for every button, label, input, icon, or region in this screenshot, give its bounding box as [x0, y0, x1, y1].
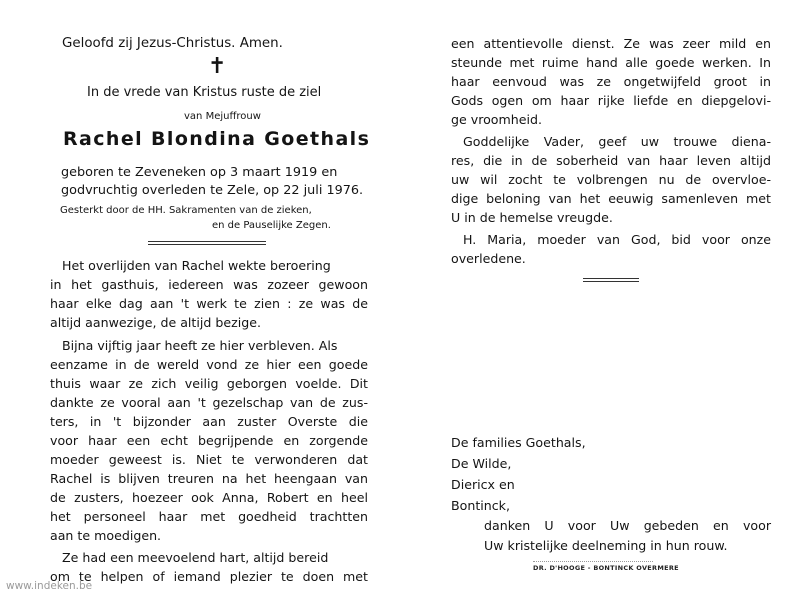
thanks-line: Uw kristelijke deelneming in hun rouw.: [484, 538, 728, 553]
printer-imprint: DR. D'HOOGE - BONTINCK OVERMERE: [533, 564, 679, 572]
divider: [583, 281, 639, 282]
body-line: moeder geweest is. Niet te verwonderen dat: [50, 452, 368, 467]
body-line: het personeel haar met goedheid trachtten: [50, 509, 368, 524]
body-line: haar eenvoud was ze ongetwijfeld groot in: [451, 74, 771, 89]
invocation: Geloofd zij Jezus-Christus. Amen.: [62, 36, 283, 51]
body-line: eenzame in de wereld vond ze hier een goede: [50, 357, 368, 372]
family-line: Diericx en: [451, 477, 515, 492]
body-line: Bijna vijftig jaar heeft ze hier verbleven. Als: [62, 338, 338, 353]
family-line: De families Goethals,: [451, 435, 586, 450]
body-line: Ze had een meevoelend hart, altijd bereid: [62, 550, 329, 565]
body-line: in het gasthuis, iedereen was zozeer gewoon: [50, 277, 368, 292]
printer-rule: [533, 561, 653, 562]
sacraments-line: en de Pauselijke Zegen.: [212, 220, 331, 231]
body-line: aan te moedigen.: [50, 528, 162, 543]
deceased-name: Rachel Blondina Goethals: [63, 128, 371, 150]
watermark: www.indeken.be: [6, 580, 93, 592]
cross-icon: ✝: [208, 54, 227, 79]
body-line: altijd aanwezige, de altijd bezige.: [50, 315, 261, 330]
rest-line: In de vrede van Kristus ruste de ziel: [87, 85, 322, 100]
body-line: ge vroomheid.: [451, 112, 543, 127]
body-line: om te helpen of iemand plezier te doen met: [50, 569, 368, 584]
divider: [583, 278, 639, 279]
body-line: dige beloning van het eeuwig samenleven met: [451, 191, 771, 206]
body-line: Gods ogen om haar rijke liefde en diepgelovi-: [451, 93, 771, 108]
body-line: H. Maria, moeder van God, bid voor onze: [463, 232, 771, 247]
body-line: dankte ze vooral aan 't gezelschap van de zus-: [50, 395, 368, 410]
birth-line: geboren te Zeveneken op 3 maart 1919 en: [61, 165, 338, 180]
body-line: Goddelijke Vader, geef uw trouwe diena-: [463, 134, 771, 149]
body-line: uw wil zocht te volbrengen nu de overvloe-: [451, 172, 771, 187]
title-prefix: van Mejuffrouw: [184, 111, 261, 122]
thanks-line: danken U voor Uw gebeden en voor: [484, 518, 771, 533]
body-line: overledene.: [451, 251, 526, 266]
body-line: U in de hemelse vreugde.: [451, 210, 613, 225]
body-line: de zusters, hoezeer ook Anna, Robert en heel: [50, 490, 368, 505]
sacraments-line: Gesterkt door de HH. Sakramenten van de zieken,: [60, 205, 312, 216]
death-line: godvruchtig overleden te Zele, op 22 juli 1976.: [61, 183, 364, 198]
body-line: ters, in 't bijzonder aan zuster Overste die: [50, 414, 368, 429]
body-line: thuis waar ze zich veilig geborgen voelde. Dit: [50, 376, 368, 391]
body-line: een attentievolle dienst. Ze was zeer mild en: [451, 36, 771, 51]
divider: [148, 244, 266, 245]
family-line: Bontinck,: [451, 498, 510, 513]
body-line: Rachel is blijven treuren na het heengaan van: [50, 471, 368, 486]
body-line: res, die in de soberheid van haar leven altijd: [451, 153, 771, 168]
divider: [148, 241, 266, 242]
body-line: voor haar een echt begrijpende en zorgende: [50, 433, 368, 448]
body-line: Het overlijden van Rachel wekte beroering: [62, 258, 331, 273]
family-line: De Wilde,: [451, 456, 512, 471]
body-line: haar elke dag aan 't werk te zien : ze was de: [50, 296, 368, 311]
body-line: steunde met ruime hand alle goede werken. In: [451, 55, 771, 70]
